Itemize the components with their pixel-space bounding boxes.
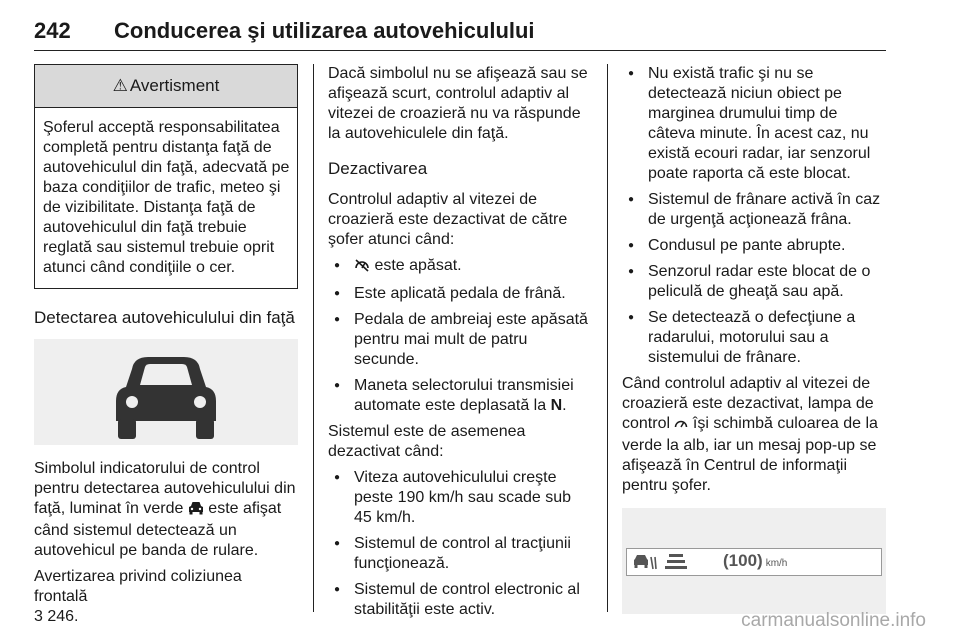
paragraph-intro: Dacă simbolul nu se afişează sau se afişează scurt, controlul adaptiv al vitezei de croazieră nu va răspunde la autovehiculele din faţă. xyxy=(328,65,588,142)
watermark: carmanualsonline.info xyxy=(741,610,926,631)
list-item: ● Este aplicată pedala de frână. xyxy=(328,284,592,304)
cruise-control-cancel-icon xyxy=(354,258,370,278)
more-deactivation-list xyxy=(622,64,886,368)
warning-box xyxy=(34,64,298,289)
list-item: ● Viteza autovehiculului creşte peste 190 km/h sau scade sub 45 km/h. xyxy=(328,468,592,528)
list-item: ● Pedala de ambreiaj este apăsată pentru mai mult de patru secunde. xyxy=(328,310,592,370)
list-item: ● Senzorul radar este blocat de o peliculă de gheaţă sau apă. xyxy=(622,262,886,302)
list-item: ● Nu există trafic şi nu se detectează niciun obiect pe marginea drumului timp de câteva minute. În acest caz, nu există ecouri radar, iar senzorul poate raporta că este blocat. xyxy=(622,64,886,184)
warning-header xyxy=(35,65,297,108)
section-heading-vehicle-detection: Detectarea autovehiculului din faţă xyxy=(34,308,295,327)
list-item: ● Sistemul de frânare activă în caz de urgenţă acţionează frâna. xyxy=(622,190,886,230)
paragraph-indicator: Simbolul indicatorului de control pentru detectarea autovehiculului din faţă, luminat în verde este afişat când sistemul detectează un autovehicul pe banda de rulare. xyxy=(34,460,296,559)
list-item: ● Sistemul de control electronic al stabilităţii este activ. xyxy=(328,580,592,620)
column-divider xyxy=(313,64,314,612)
list-item: ● este apăsat. xyxy=(328,256,592,278)
cruise-control-icon xyxy=(674,416,688,436)
list-item: ● Se detectează o defecţiune a radarului, motorului sau a sistemului de frânare. xyxy=(622,308,886,368)
paragraph-collision-warning: Avertizarea privind coliziunea frontală 3 246. xyxy=(34,568,242,625)
driver-info-display-image xyxy=(622,508,886,614)
page-title: Conducerea şi utilizarea autovehiculului xyxy=(114,18,535,43)
paragraph-driver-deactivation: Controlul adaptiv al vitezei de croazieră este dezactivat de către şofer atunci când: xyxy=(328,191,568,248)
column-1 xyxy=(34,64,298,633)
column-divider xyxy=(607,64,608,612)
page-header xyxy=(34,10,886,51)
warning-triangle-icon: ⚠ xyxy=(112,76,128,95)
vehicle-ahead-image xyxy=(34,339,298,445)
paragraph-system-deactivation: Sistemul este de asemenea dezactivat când: xyxy=(328,423,526,460)
page-number: 242 xyxy=(34,18,71,43)
page-reference-link[interactable]: 3 246. xyxy=(34,608,79,625)
set-speed-readout: (100) km/h xyxy=(723,551,788,570)
warning-text: Şoferul acceptă responsabilitatea completă pentru distanţa faţă de autovehiculul din faţă, adecvată pe baza condiţiilor de trafic, meteo şi de vizibilitate. Distanţa faţă de autovehiculul din faţă trebuie reglată sau sistemul trebuie oprit atunci când condiţiile o cer. xyxy=(43,119,290,276)
section-heading-deactivation: Dezactivarea xyxy=(328,159,428,178)
driver-info-display xyxy=(626,548,882,576)
paragraph-color-change: Când controlul adaptiv al vitezei de croazieră este dezactivat, lampa de control îşi schimbă culoarea de la verde la alb, iar un mesaj pop-up se afişează în Centrul de informaţii pentru şofer. xyxy=(622,375,878,494)
vehicle-ahead-icon xyxy=(188,501,204,521)
following-distance-icon xyxy=(665,553,687,577)
warning-title: Avertisment xyxy=(129,76,220,95)
list-item: ● Condusul pe pante abrupte. xyxy=(622,236,886,256)
column-2 xyxy=(328,64,592,626)
driver-deactivation-list xyxy=(328,256,592,416)
column-3 xyxy=(622,64,886,614)
car-front-icon xyxy=(34,339,298,445)
list-item: ● Maneta selectorului transmisiei automate este deplasată la N. xyxy=(328,376,592,416)
acc-vehicle-icon xyxy=(633,553,657,577)
list-item: ● Sistemul de control al tracţiunii funcţionează. xyxy=(328,534,592,574)
system-deactivation-list xyxy=(328,468,592,620)
